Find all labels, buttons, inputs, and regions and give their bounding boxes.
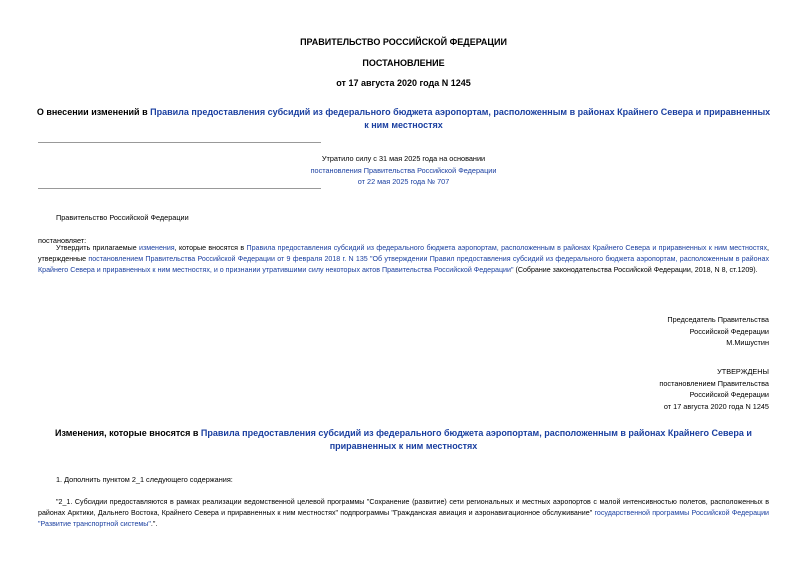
- divider-bottom: [38, 188, 321, 189]
- changes-link[interactable]: изменения: [139, 244, 175, 252]
- expired-link-line-3[interactable]: от 22 мая 2025 года № 707: [357, 177, 450, 186]
- header-government: ПРАВИТЕЛЬСТВО РОССИЙСКОЙ ФЕДЕРАЦИИ: [300, 37, 507, 47]
- divider-top: [38, 142, 321, 143]
- approve-text-3: , утвержденные: [38, 244, 769, 263]
- signature-line-1: Председатель Правительства: [667, 315, 769, 324]
- signature-line-2: Российской Федерации: [689, 326, 769, 336]
- resolution-135-link[interactable]: постановлением Правительства Российской Федерации от 9 февраля 2018 г. N 135 "Об утверждении Правил предоставления субсидий из федерального бюджета аэропортам, расположенным в районах Крайнего Севера и приравненных к ним местностях, и о признании утратившими силу некоторых актов Правительства Российской Федерации": [38, 254, 769, 274]
- document-title: [36, 106, 771, 131]
- approve-paragraph: [38, 243, 769, 275]
- approved-line-2: постановлением Правительства: [659, 378, 769, 388]
- state-program-link[interactable]: государственной программы Российской Федерации "Развитие транспортной системы": [38, 508, 770, 528]
- item-2-paragraph: [38, 497, 769, 529]
- header-date-number: от 17 августа 2020 года N 1245: [336, 78, 471, 88]
- item-2-text-1: "2_1. Субсидии предоставляются в рамках реализации ведомственной целевой программы "Сохранение (развитие) сети региональных и местных аэропортов с малой интенсивностью полетов, расположенных в районах Арктики, Дальнего Востока, Крайнего Севера и приравненных к ним местностях" подпрограммы "Гражданская авиация и аэронавигационное обслуживание": [38, 498, 769, 517]
- changes-title-rules-link[interactable]: Правила предоставления субсидий из федерального бюджета аэропортам, расположенным в районах Крайнего Севера и приравненных к ним местностях: [200, 428, 752, 451]
- signature-name: М.Мишустин: [726, 338, 769, 347]
- approved-line-4: от 17 августа 2020 года N 1245: [663, 401, 769, 411]
- approved-line-1: УТВЕРЖДЕНЫ: [717, 367, 769, 376]
- preamble-government: Правительство Российской Федерации: [56, 213, 189, 222]
- item-2-text-2: .".: [150, 519, 158, 528]
- changes-title-prefix: Изменения, которые вносятся в: [55, 428, 201, 438]
- approve-text-2: , которые вносятся в: [174, 244, 247, 252]
- item-1: 1. Дополнить пунктом 2_1 следующего содержания:: [56, 475, 233, 484]
- expired-line-1: Утратило силу с 31 мая 2025 года на основании: [321, 154, 486, 163]
- rules-link[interactable]: Правила предоставления субсидий из федерального бюджета аэропортам, расположенным в районах Крайнего Севера и приравненных к ним местностях: [246, 244, 768, 252]
- title-prefix: О внесении изменений в: [36, 107, 151, 117]
- expired-link-line-2[interactable]: постановления Правительства Российской Федерации: [310, 165, 497, 175]
- approved-line-3: Российской Федерации: [689, 390, 769, 399]
- header-doc-type: ПОСТАНОВЛЕНИЕ: [362, 58, 445, 68]
- title-rules-link[interactable]: Правила предоставления субсидий из федерального бюджета аэропортам, расположенным в районах Крайнего Севера и приравненных к ним местностях: [150, 107, 771, 130]
- preamble-decides: постановляет:: [38, 236, 87, 245]
- expired-notice: [250, 153, 557, 188]
- approved-block: [560, 366, 769, 412]
- approve-text-1: Утвердить прилагаемые: [56, 244, 140, 252]
- approve-text-4: (Собрание законодательства Российской Федерации, 2018, N 8, ст.1209).: [513, 265, 758, 274]
- signature-block: [560, 314, 769, 349]
- changes-title: [40, 427, 767, 452]
